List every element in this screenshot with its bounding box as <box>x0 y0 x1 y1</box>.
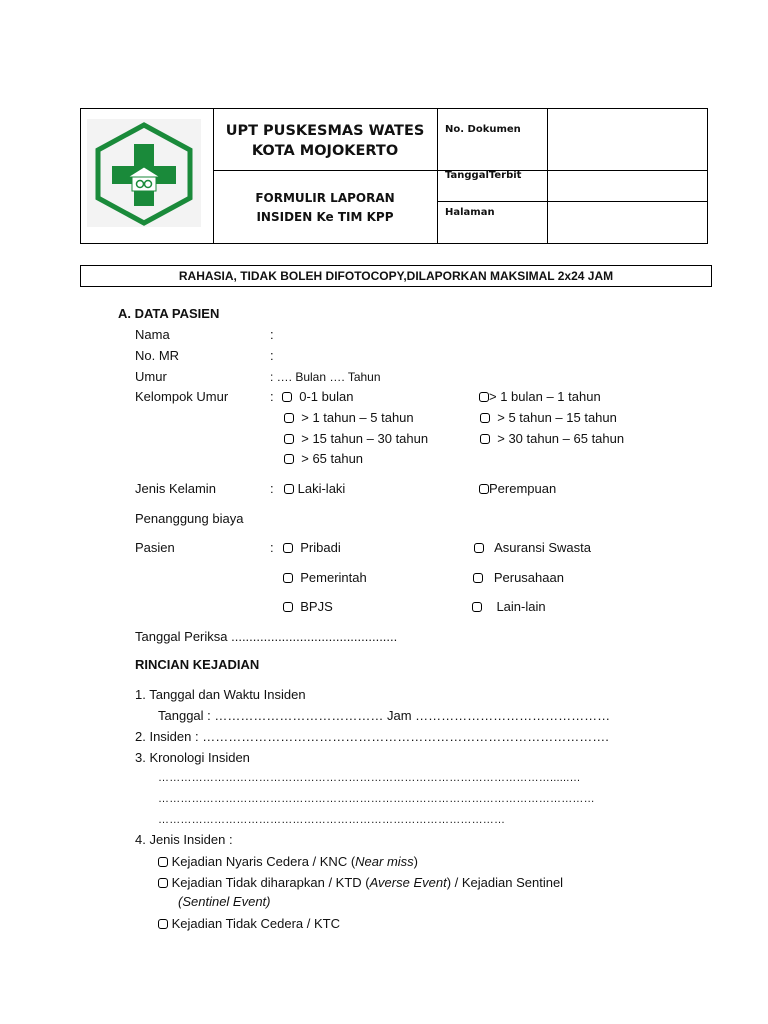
kronologi-line: ……………………………………………………………………………………………......… <box>158 772 581 784</box>
checkbox[interactable] <box>283 573 293 583</box>
age-option[interactable]: > 5 tahun – 15 tahun <box>480 410 617 425</box>
checkbox[interactable] <box>480 413 490 423</box>
org-name-line1: UPT PUSKESMAS WATES <box>225 123 425 139</box>
halaman-label: Halaman <box>445 207 495 218</box>
confidential-banner: RAHASIA, TIDAK BOLEH DIFOTOCOPY,DILAPORKAN MAKSIMAL 2x24 JAM <box>80 265 712 287</box>
divider <box>547 109 548 243</box>
jenis-insiden-option[interactable]: Kejadian Tidak Cedera / KTC <box>158 916 340 931</box>
umur-label: Umur <box>135 369 167 384</box>
penanggung-biaya-label: Penanggung biaya <box>135 511 244 526</box>
age-option[interactable]: > 15 tahun – 30 tahun <box>284 431 428 446</box>
checkbox[interactable] <box>158 857 168 867</box>
checkbox[interactable] <box>283 543 293 553</box>
nama-label: Nama <box>135 327 170 342</box>
checkbox[interactable] <box>479 484 489 494</box>
kronologi-line: ……………………………………………………………………………………………………… <box>158 793 595 805</box>
form-title-line2: INSIDEN Ke TIM KPP <box>256 210 394 224</box>
checkbox[interactable] <box>284 484 294 494</box>
pasien-label: Pasien <box>135 540 175 555</box>
kelompok-umur-label: Kelompok Umur <box>135 389 229 404</box>
section-a-title: A. DATA PASIEN <box>118 306 220 321</box>
colon: : <box>270 348 274 363</box>
age-option[interactable]: > 1 tahun – 5 tahun <box>284 410 414 425</box>
colon: : <box>270 327 274 342</box>
payer-option[interactable]: BPJS <box>283 599 333 614</box>
age-option[interactable]: > 65 tahun <box>284 451 363 466</box>
jenis-insiden-option[interactable]: Kejadian Tidak diharapkan / KTD (Averse Event) / Kejadian Sentinel <box>158 875 563 890</box>
jenis-kelamin-label: Jenis Kelamin <box>135 481 216 496</box>
tanggal-jam-line: Tanggal : ………………………………… Jam ……………………………………… <box>158 708 611 723</box>
no-dokumen-label: No. Dokumen <box>445 124 521 135</box>
sentinel-event-note: (Sentinel Event) <box>178 894 271 909</box>
checkbox[interactable] <box>284 434 294 444</box>
colon: : <box>270 540 274 555</box>
age-option[interactable]: 0-1 bulan <box>282 389 353 404</box>
item-1: 1. Tanggal dan Waktu Insiden <box>135 687 306 702</box>
gender-option[interactable]: Laki-laki <box>284 481 345 496</box>
checkbox[interactable] <box>158 919 168 929</box>
jenis-insiden-option[interactable]: Kejadian Nyaris Cedera / KNC (Near miss) <box>158 854 418 869</box>
checkbox[interactable] <box>479 392 489 402</box>
checkbox[interactable] <box>474 543 484 553</box>
divider <box>437 201 707 202</box>
checkbox[interactable] <box>284 413 294 423</box>
org-name-line2: KOTA MOJOKERTO <box>251 143 399 159</box>
checkbox[interactable] <box>473 573 483 583</box>
item-3: 3. Kronologi Insiden <box>135 750 250 765</box>
item-4: 4. Jenis Insiden : <box>135 832 233 847</box>
checkbox[interactable] <box>480 434 490 444</box>
puskesmas-logo <box>87 119 201 227</box>
colon: : <box>270 389 274 404</box>
tanggal-periksa: Tanggal Periksa .............................................. <box>135 629 398 644</box>
checkbox[interactable] <box>282 392 292 402</box>
tanggal-terbit-label: TanggalTerbit <box>445 170 522 181</box>
checkbox[interactable] <box>284 454 294 464</box>
header-table <box>80 108 708 244</box>
rincian-title: RINCIAN KEJADIAN <box>135 657 260 672</box>
checkbox[interactable] <box>158 878 168 888</box>
umur-value: : …. Bulan …. Tahun <box>270 370 381 384</box>
gender-option[interactable]: Perempuan <box>479 481 556 496</box>
age-option[interactable]: > 30 tahun – 65 tahun <box>480 431 624 446</box>
age-option[interactable]: > 1 bulan – 1 tahun <box>479 389 601 404</box>
payer-option[interactable]: Pribadi <box>283 540 341 555</box>
payer-option[interactable]: Perusahaan <box>473 570 564 585</box>
kronologi-line: ………………………………………………………………………………… <box>158 814 506 826</box>
no-mr-label: No. MR <box>135 348 180 363</box>
payer-option[interactable]: Asuransi Swasta <box>474 540 591 555</box>
payer-option[interactable]: Lain-lain <box>472 599 546 614</box>
payer-option[interactable]: Pemerintah <box>283 570 367 585</box>
item-2: 2. Insiden : …………………………………………………………………………………. <box>135 729 609 744</box>
colon: : <box>270 481 274 496</box>
checkbox[interactable] <box>472 602 482 612</box>
form-title-line1: FORMULIR LAPORAN <box>255 191 395 205</box>
checkbox[interactable] <box>283 602 293 612</box>
divider <box>437 109 438 243</box>
